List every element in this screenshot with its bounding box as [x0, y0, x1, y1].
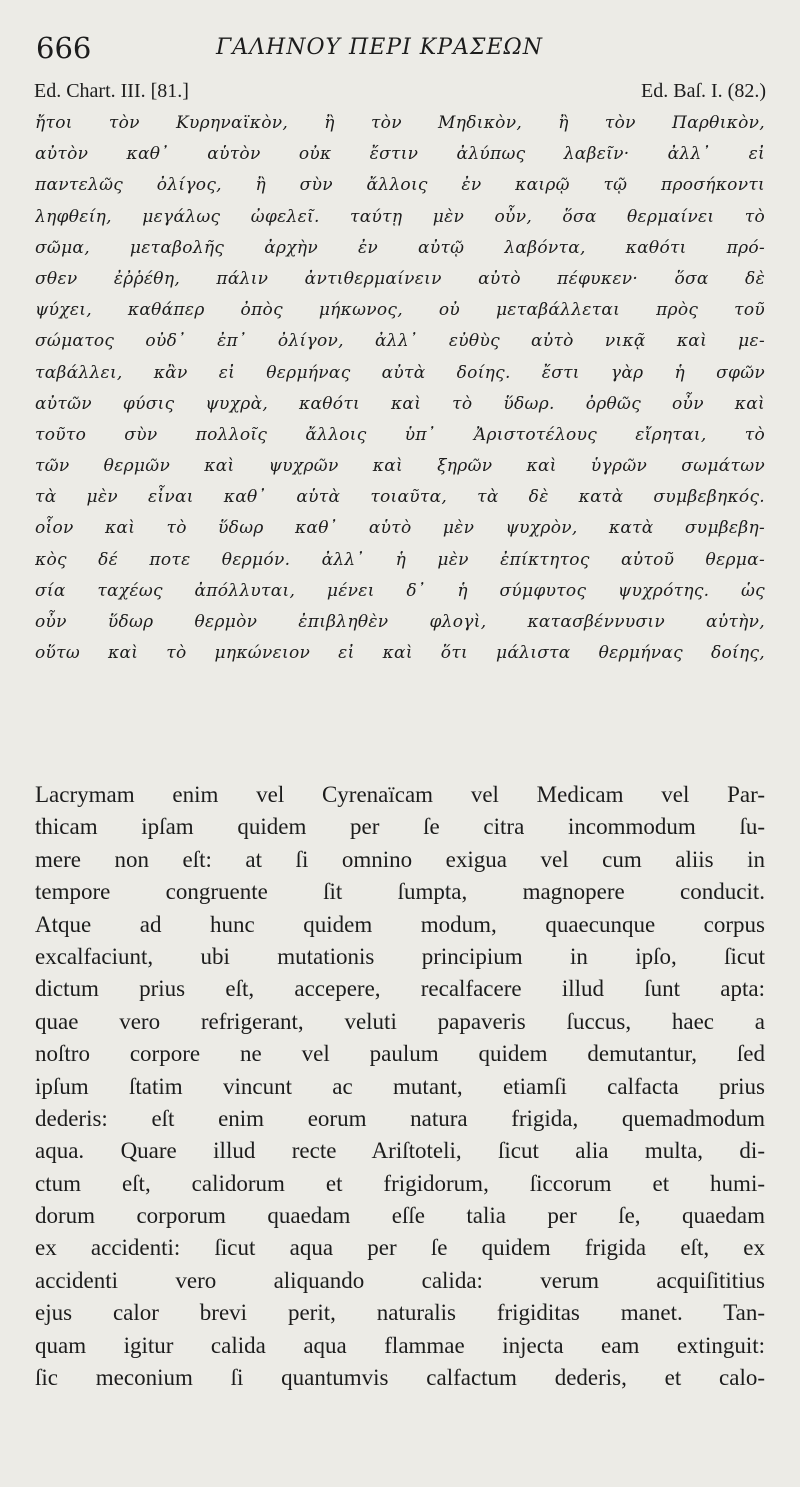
latin-line: quae vero refrigerant, veluti papaveris ſuccus, haec a	[35, 1008, 765, 1034]
greek-line: ληφθείη, μεγάλως ὠφελεῖ. ταύτῃ μὲν οὖν, ὅσα θερμαίνει τὸ	[35, 206, 765, 227]
greek-line: σῶμα, μεταβολῆς ἀρχὴν ἐν αὐτῷ λαβόντα, καθότι πρό-	[35, 237, 765, 258]
latin-text-block	[35, 779, 765, 1394]
latin-line: accidenti vero aliquando calida: verum acquiſititius	[35, 1267, 765, 1293]
greek-line: τὰ μὲν εἶναι καθ᾽ αὑτὰ τοιαῦτα, τὰ δὲ κατὰ συμβεβηκός.	[35, 487, 765, 508]
latin-line: aqua. Quare illud recte Ariſtoteli, ſicut alia multa, di-	[35, 1138, 765, 1164]
latin-line: dederis: eſt enim eorum natura frigida, quemadmodum	[35, 1105, 765, 1131]
running-title: ΓΑΛΗΝΟΥ ΠΕΡΙ ΚΡΑΣΕΩΝ	[216, 35, 543, 60]
greek-line: τῶν θερμῶν καὶ ψυχρῶν καὶ ξηρῶν καὶ ὑγρῶν σωμάτων	[35, 456, 765, 477]
greek-line: οἷον καὶ τὸ ὕδωρ καθ᾽ αὑτὸ μὲν ψυχρὸν, κατὰ συμβεβη-	[35, 518, 765, 539]
latin-line: tempore congruente ſit ſumpta, magnopere conducit.	[35, 879, 765, 905]
greek-line: σθεν ἐῤῥέθη, πάλιν ἀντιθερμαίνειν αὐτὸ πέφυκεν· ὅσα δὲ	[35, 268, 765, 289]
latin-line: noſtro corpore ne vel paulum quidem demutantur, ſed	[35, 1041, 765, 1067]
latin-line: Atque ad hunc quidem modum, quaecunque corpus	[35, 911, 765, 937]
edition-references	[34, 76, 766, 110]
latin-line: ſic meconium ſi quantumvis calfactum dederis, et calo-	[35, 1365, 765, 1391]
latin-line: Lacrymam enim vel Cyrenaïcam vel Medicam vel Par-	[35, 782, 765, 807]
greek-line: ταβάλλει, κἂν εἰ θερμήνας αὐτὰ δοίης. ἔστι γὰρ ἡ σφῶν	[35, 362, 765, 383]
greek-line: αὐτῶν φύσις ψυχρὰ, καθότι καὶ τὸ ὕδωρ. ὀρθῶς οὖν καὶ	[35, 393, 765, 414]
greek-line: ἤτοι τὸν Κυρηναϊκὸν, ἢ τὸν Μηδικὸν, ἢ τὸν Παρθικὸν,	[35, 113, 765, 133]
page-number: 666	[36, 31, 92, 65]
edition-chart-reference: Ed. Chart. III. [81.]	[34, 80, 189, 102]
latin-line: dictum prius eſt, accepere, recalfacere illud ſunt apta:	[35, 976, 765, 1002]
greek-line: οὖν ὕδωρ θερμὸν ἐπιβληθὲν φλογὶ, κατασβέννυσιν αὐτὴν,	[35, 612, 765, 632]
greek-text-block	[35, 108, 765, 669]
running-head	[30, 28, 770, 72]
latin-line: quam igitur calida aqua flammae injecta eam extinguit:	[35, 1332, 765, 1358]
latin-line: ipſum ſtatim vincunt ac mutant, etiamſi calfacta prius	[35, 1073, 765, 1099]
greek-line: τοῦτο σὺν πολλοῖς ἄλλοις ὑπ᾽ Ἀριστοτέλους εἴρηται, τὸ	[35, 424, 765, 445]
greek-line: σώματος οὐδ᾽ ἐπ᾽ ὀλίγον, ἀλλ᾽ εὐθὺς αὐτὸ νικᾷ καὶ με-	[35, 331, 765, 352]
latin-line: ejus calor brevi perit, naturalis frigiditas manet. Tan-	[35, 1300, 765, 1326]
greek-line: κὸς δέ ποτε θερμόν. ἀλλ᾽ ἡ μὲν ἐπίκτητος αὐτοῦ θερμα-	[35, 549, 765, 570]
greek-line: παντελῶς ὀλίγος, ἢ σὺν ἄλλοις ἐν καιρῷ τῷ προσήκοντι	[35, 175, 765, 196]
latin-line: thicam ipſam quidem per ſe citra incommodum ſu-	[35, 814, 765, 840]
greek-line: οὕτω καὶ τὸ μηκώνειον εἰ καὶ ὅτι μάλιστα θερμήνας δοίης,	[35, 643, 765, 664]
latin-line: ctum eſt, calidorum et frigidorum, ſiccorum et humi-	[35, 1170, 765, 1196]
greek-line: αὐτὸν καθ᾽ αὑτὸν οὐκ ἔστιν ἀλύπως λαβεῖν· ἀλλ᾽ εἰ	[35, 144, 765, 165]
greek-line: ψύχει, καθάπερ ὀπὸς μήκωνος, οὐ μεταβάλλεται πρὸς τοῦ	[35, 300, 765, 321]
greek-line: σία ταχέως ἀπόλλυται, μένει δ᾽ ἡ σύμφυτος ψυχρότης. ὡς	[35, 580, 765, 601]
edition-basel-reference: Ed. Baſ. I. (82.)	[641, 80, 766, 102]
latin-line: excalfaciunt, ubi mutationis principium in ipſo, ſicut	[35, 943, 765, 969]
latin-line: ex accidenti: ſicut aqua per ſe quidem frigida eſt, ex	[35, 1235, 765, 1261]
latin-line: mere non eſt: at ſi omnino exigua vel cum aliis in	[35, 846, 765, 872]
latin-line: dorum corporum quaedam eſſe talia per ſe, quaedam	[35, 1203, 765, 1229]
